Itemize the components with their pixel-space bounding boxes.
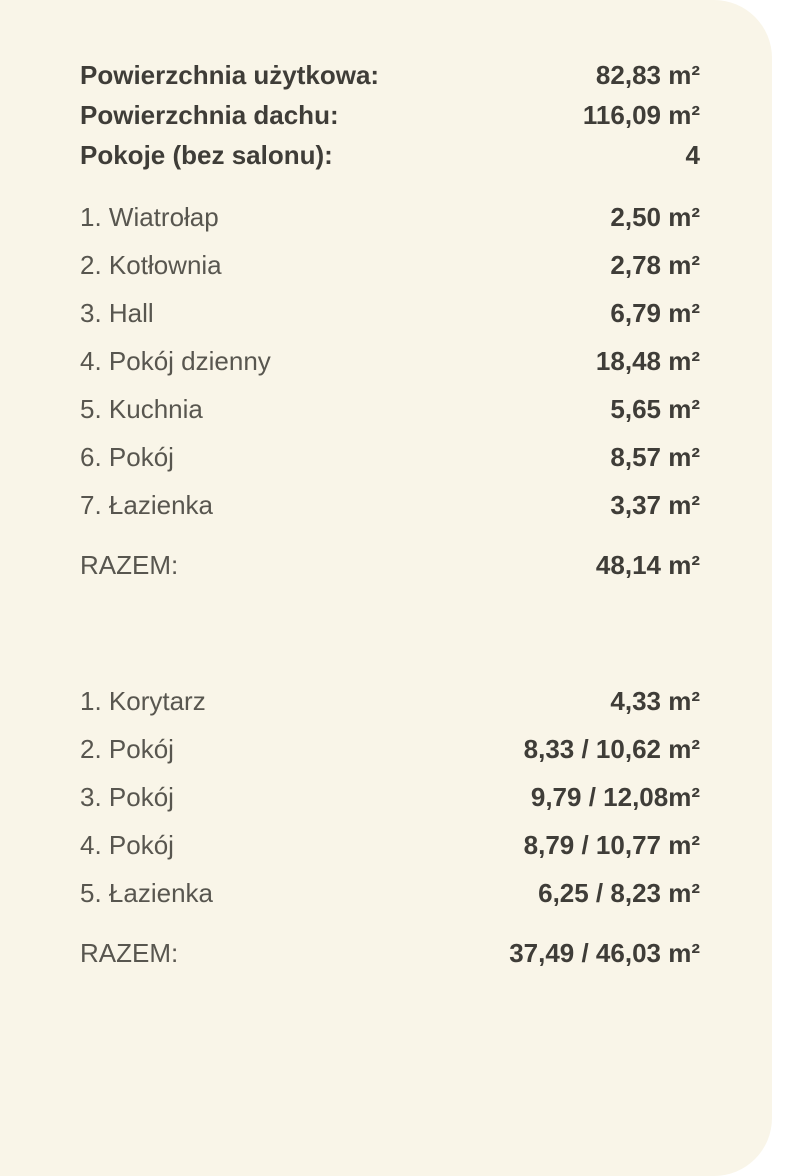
room-label: 1. Wiatrołap xyxy=(80,202,219,232)
room-label: 6. Pokój xyxy=(80,442,174,472)
list-item xyxy=(80,784,700,810)
upper-floor-total xyxy=(80,940,700,966)
summary-label: Powierzchnia dachu: xyxy=(80,100,339,130)
room-area: 6,25 / 8,23 m² xyxy=(538,878,700,908)
summary-row xyxy=(80,62,700,88)
room-label: 5. Kuchnia xyxy=(80,394,203,424)
list-item xyxy=(80,880,700,906)
list-item xyxy=(80,492,700,518)
summary-row xyxy=(80,142,700,168)
list-item xyxy=(80,736,700,762)
list-item xyxy=(80,204,700,230)
room-area: 3,37 m² xyxy=(610,490,700,520)
room-area: 4,33 m² xyxy=(610,686,700,716)
room-area: 18,48 m² xyxy=(595,346,700,376)
room-area: 6,79 m² xyxy=(610,298,700,328)
section-divider xyxy=(80,600,700,652)
room-area: 9,79 / 12,08m² xyxy=(530,782,700,812)
room-label: 2. Kotłownia xyxy=(80,250,222,280)
room-area: 8,79 / 10,77 m² xyxy=(523,830,700,860)
summary-value: 82,83 m² xyxy=(595,60,700,90)
list-item xyxy=(80,348,700,374)
summary-row xyxy=(80,102,700,128)
room-label: 2. Pokój xyxy=(80,734,174,764)
list-item xyxy=(80,688,700,714)
list-item xyxy=(80,444,700,470)
room-label: 4. Pokój dzienny xyxy=(80,346,271,376)
summary-label: Pokoje (bez salonu): xyxy=(80,140,333,170)
list-item xyxy=(80,300,700,326)
ground-floor-total xyxy=(80,552,700,578)
room-label: 1. Korytarz xyxy=(80,686,206,716)
room-label: 3. Pokój xyxy=(80,782,174,812)
summary-value: 116,09 m² xyxy=(582,100,700,130)
list-item xyxy=(80,832,700,858)
total-label: RAZEM: xyxy=(80,550,179,580)
summary-block xyxy=(80,0,700,168)
ground-floor-list xyxy=(80,204,700,578)
room-label: 5. Łazienka xyxy=(80,878,213,908)
upper-floor-list xyxy=(80,688,700,966)
summary-value: 4 xyxy=(685,140,700,170)
total-value: 48,14 m² xyxy=(595,550,700,580)
room-label: 4. Pokój xyxy=(80,830,174,860)
room-area: 2,50 m² xyxy=(610,202,700,232)
room-area: 8,57 m² xyxy=(610,442,700,472)
room-area: 5,65 m² xyxy=(610,394,700,424)
summary-label: Powierzchnia użytkowa: xyxy=(80,60,380,90)
list-item xyxy=(80,252,700,278)
total-value: 37,49 / 46,03 m² xyxy=(509,938,700,968)
room-label: 3. Hall xyxy=(80,298,154,328)
room-area: 8,33 / 10,62 m² xyxy=(523,734,700,764)
total-label: RAZEM: xyxy=(80,938,179,968)
room-label: 7. Łazienka xyxy=(80,490,213,520)
card-content xyxy=(80,0,700,988)
room-area: 2,78 m² xyxy=(610,250,700,280)
list-item xyxy=(80,396,700,422)
